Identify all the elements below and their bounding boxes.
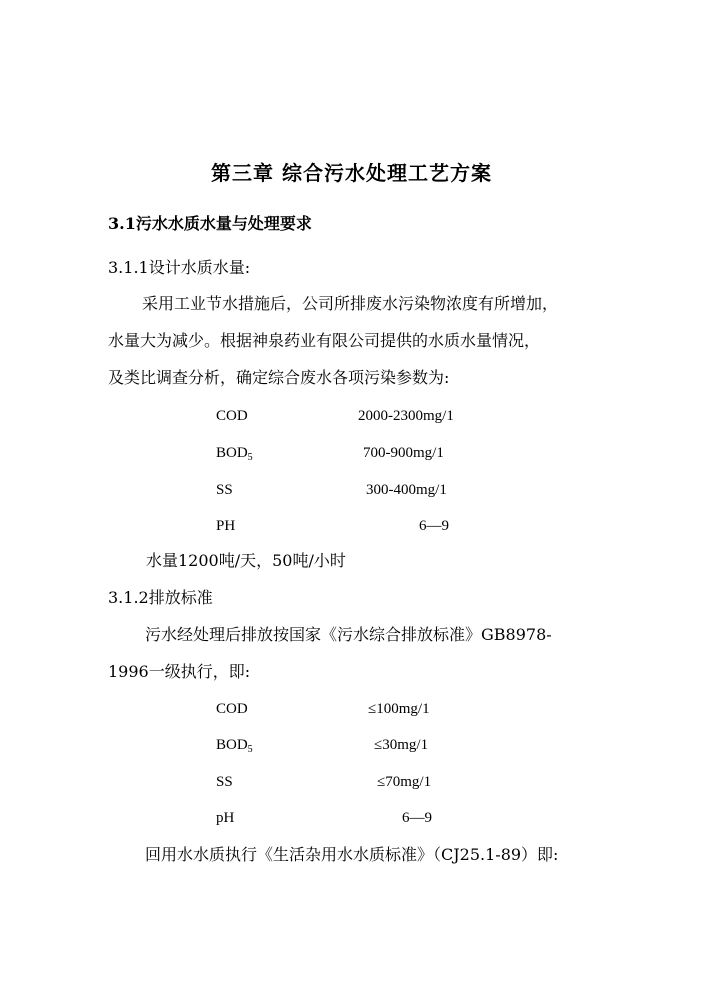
param-value: 300-400mg/1 (366, 482, 447, 498)
param-name: pH (216, 810, 235, 826)
param-value: ≤100mg/1 (368, 701, 430, 717)
param-name: COD (216, 408, 248, 424)
param-name: SS (216, 774, 233, 790)
chapter-title: 第三章 综合污水处理工艺方案 (211, 161, 492, 185)
param-name-bod (216, 735, 253, 755)
section-heading: 3.1污水水质水量与处理要求 (108, 214, 312, 233)
param-name-bod (216, 443, 253, 463)
param-name: BOD (216, 445, 248, 461)
param-subscript: 5 (247, 744, 253, 755)
param-subscript: 5 (247, 452, 253, 463)
paragraph-line: 水量大为减少。根据神泉药业有限公司提供的水质水量情况， (108, 331, 541, 350)
param-value: ≤70mg/1 (377, 774, 432, 790)
param-value: ≤30mg/1 (374, 737, 429, 753)
reuse-standard: 回用水水质执行《生活杂用水水质标准》（CJ25.1-89）即: (145, 845, 559, 864)
param-value: 6—9 (402, 810, 432, 826)
paragraph-line: 采用工业节水措施后，公司所排废水污染物浓度有所增加， (142, 294, 559, 313)
param-name: PH (216, 518, 236, 534)
param-name: COD (216, 701, 248, 717)
param-name: SS (216, 482, 233, 498)
paragraph-line: 及类比调查分析，确定综合废水各项污染参数为: (108, 368, 450, 387)
subsection-heading-standard: 3.1.2排放标准 (108, 588, 213, 607)
param-name: BOD (216, 737, 248, 753)
paragraph-line: 1996一级执行，即: (108, 662, 251, 681)
flow-rate: 水量1200吨/天，50吨/小时 (146, 551, 346, 570)
param-value: 6—9 (419, 518, 449, 534)
param-value: 700-900mg/1 (363, 445, 444, 461)
param-value: 2000-2300mg/1 (358, 408, 454, 424)
paragraph-line: 污水经处理后排放按国家《污水综合排放标准》GB8978- (145, 625, 552, 644)
subsection-heading-design: 3.1.1设计水质水量: (108, 258, 251, 277)
